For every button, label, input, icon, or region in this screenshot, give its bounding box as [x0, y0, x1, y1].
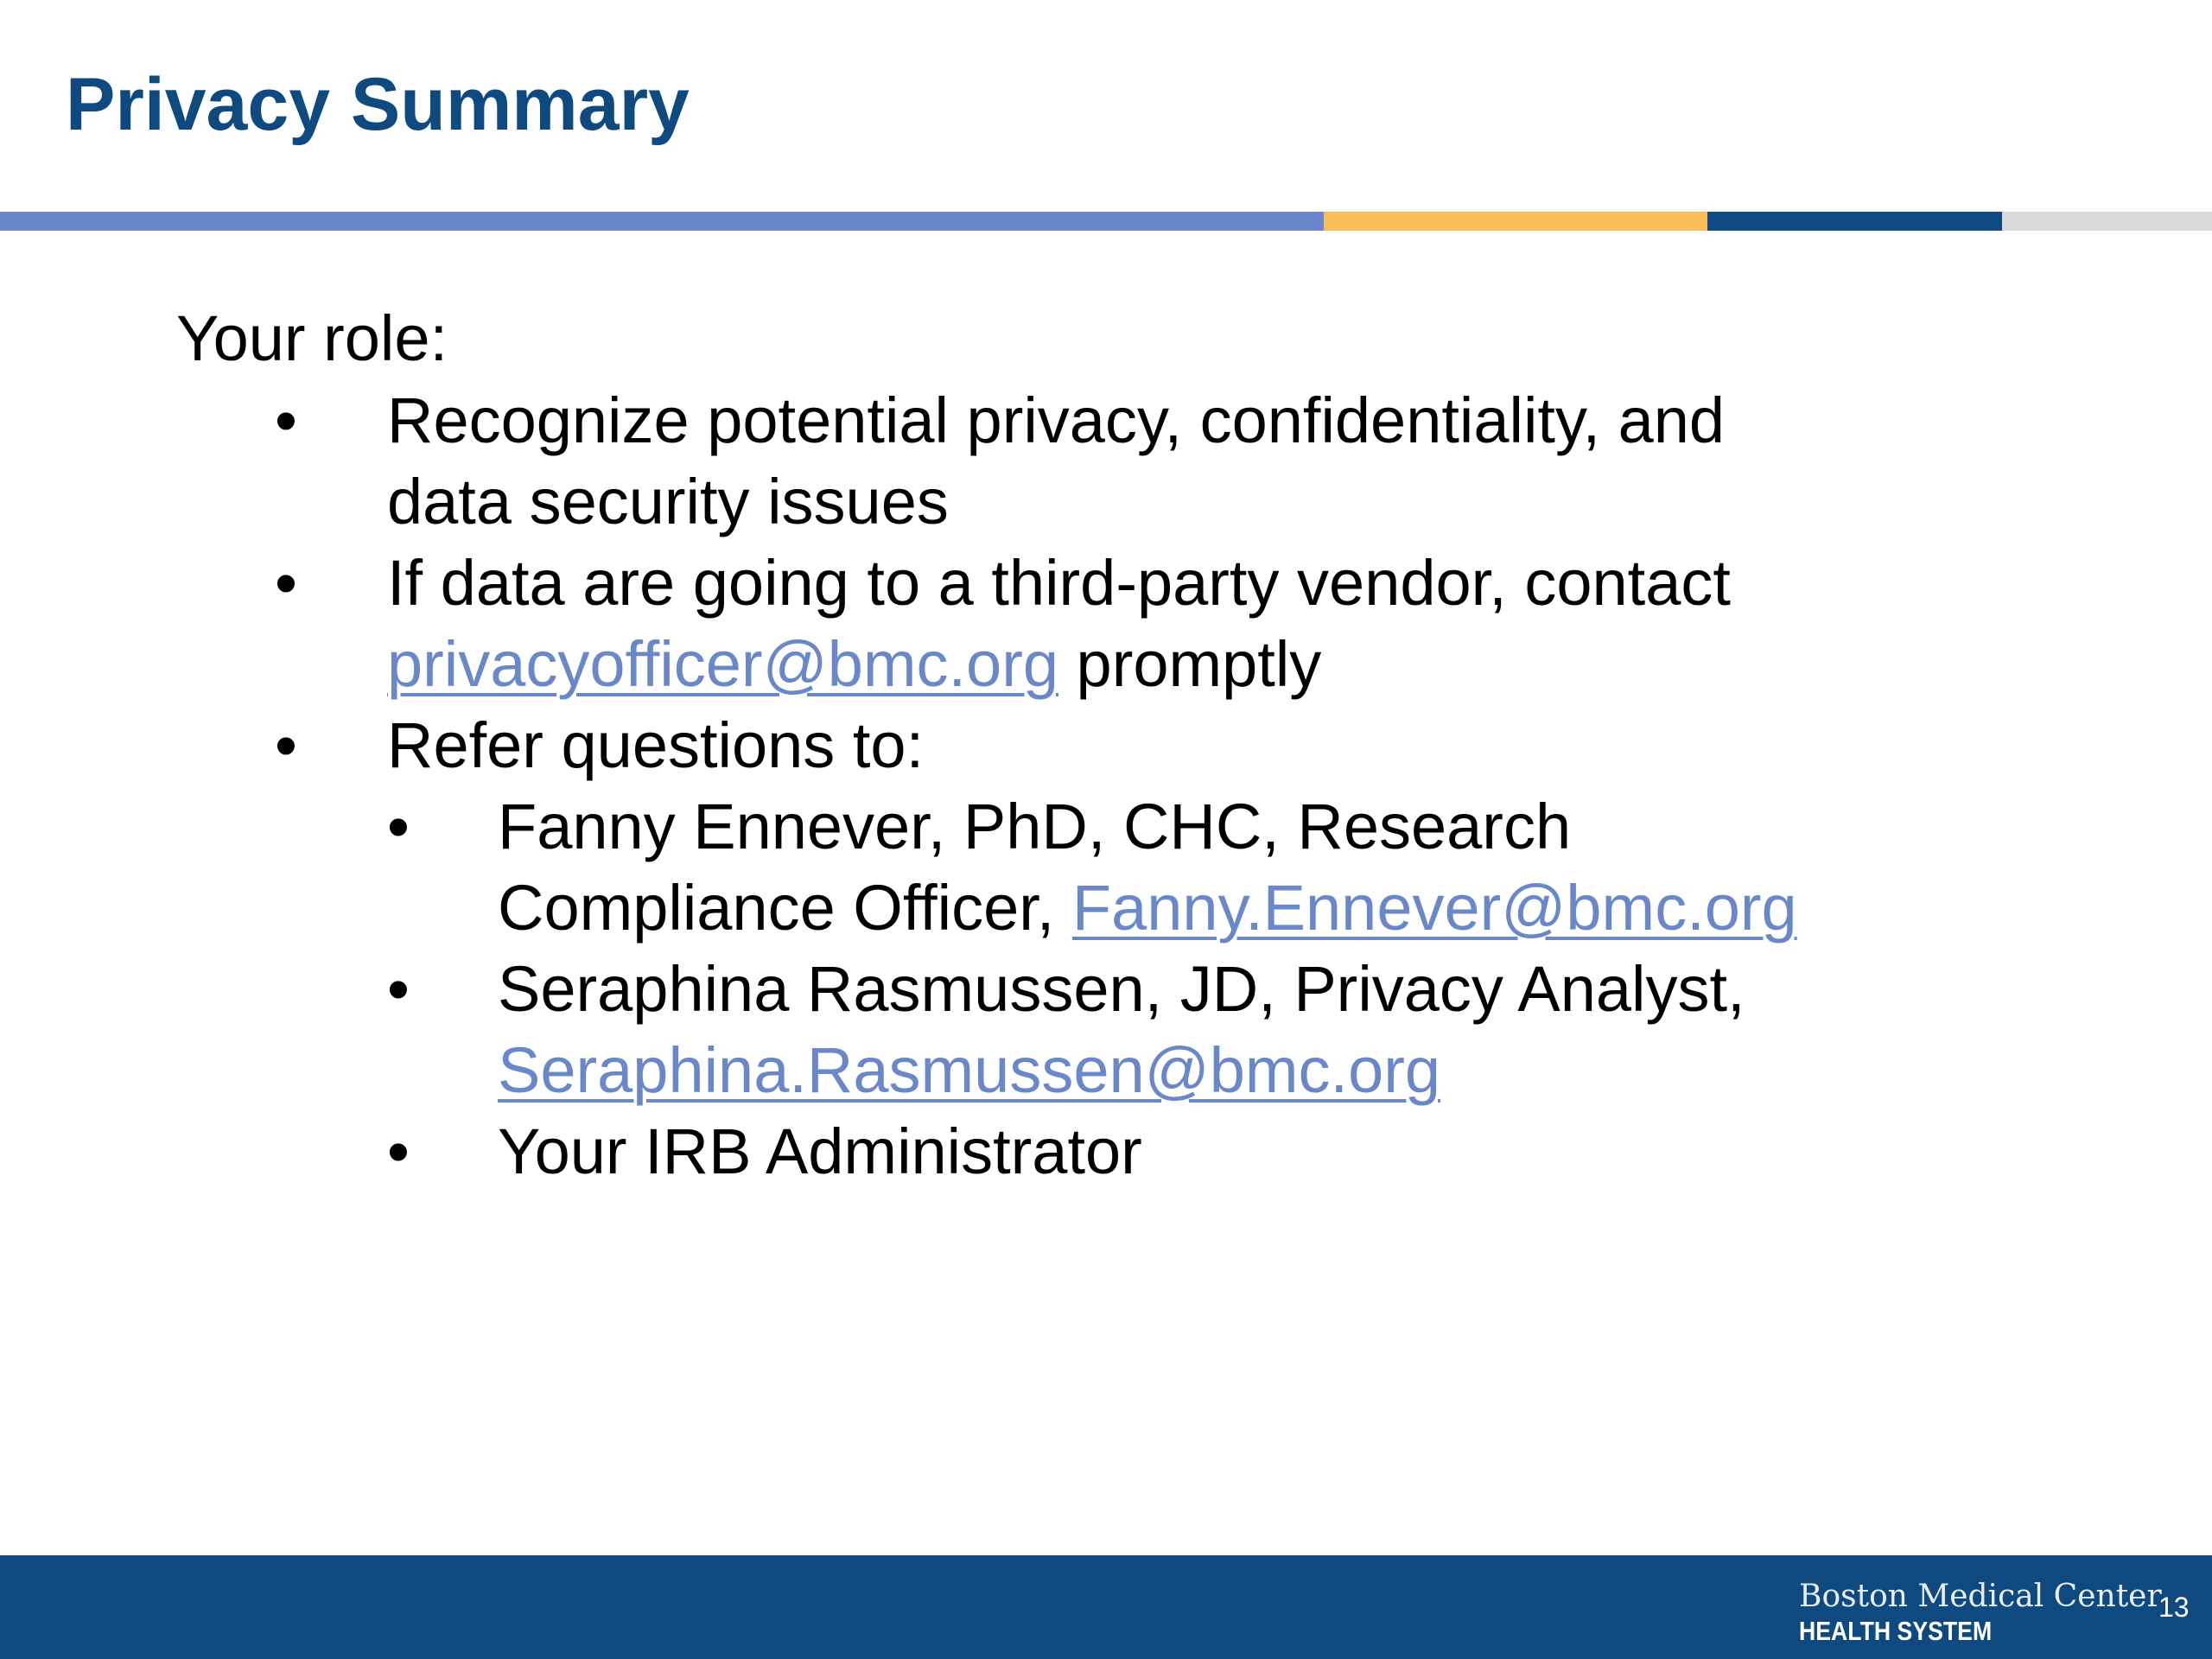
- bullet-line: If data are going to a third-party vendor, contact: [387, 547, 1731, 619]
- bullet-line: data security issues: [387, 466, 949, 537]
- bullet-marker: •: [387, 791, 410, 862]
- fanny-ennever-email-link[interactable]: Fanny.Ennever@bmc.org: [1071, 872, 1797, 944]
- header-stripe-gray: [2002, 212, 2212, 231]
- bullet-text: [387, 380, 1725, 543]
- bullet-line-tail: promptly: [1058, 628, 1322, 700]
- bullet-marker: •: [275, 709, 297, 781]
- bullet-line: [498, 1030, 1745, 1111]
- bullet-marker: •: [275, 385, 297, 456]
- header-stripe-navy: [1707, 212, 2002, 231]
- logo-line-top: Boston Medical Center: [1799, 1579, 2162, 1614]
- bullet-line: [498, 868, 1797, 949]
- bullet-line: Fanny Ennever, PhD, CHC, Research: [498, 791, 1572, 862]
- bullet-marker: •: [387, 953, 410, 1025]
- footer-bar: [0, 1555, 2212, 1659]
- bullet-line: Recognize potential privacy, confidentiality, and: [387, 385, 1726, 456]
- header-stripe-blue: [0, 212, 1324, 231]
- bullet-line-head: Compliance Officer,: [498, 872, 1072, 944]
- privacy-officer-email-link[interactable]: privacyofficer@bmc.org: [387, 628, 1058, 700]
- sub-bullet-text: Your IRB Administrator: [498, 1116, 1142, 1187]
- header-stripe-gold: [1324, 212, 1707, 231]
- bullet-text: [387, 543, 1731, 705]
- bullet-line: Seraphina Rasmussen, JD, Privacy Analyst,: [498, 953, 1745, 1025]
- logo-line-bottom: HEALTH SYSTEM: [1799, 1616, 1993, 1646]
- bmc-logo: [1799, 1580, 2162, 1649]
- bullet-marker: •: [387, 1116, 410, 1187]
- seraphina-rasmussen-email-link[interactable]: Seraphina.Rasmussen@bmc.org: [498, 1034, 1441, 1106]
- page-number: 13: [2158, 1592, 2190, 1623]
- slide-title: Privacy Summary: [66, 63, 690, 146]
- sub-bullet-text: [498, 786, 1797, 949]
- bullet-text: Refer questions to:: [387, 709, 925, 781]
- bullet-line: [387, 624, 1731, 705]
- sub-bullet-text: [498, 949, 1745, 1111]
- intro-text: Your role:: [176, 302, 448, 374]
- bullet-marker: •: [275, 547, 297, 619]
